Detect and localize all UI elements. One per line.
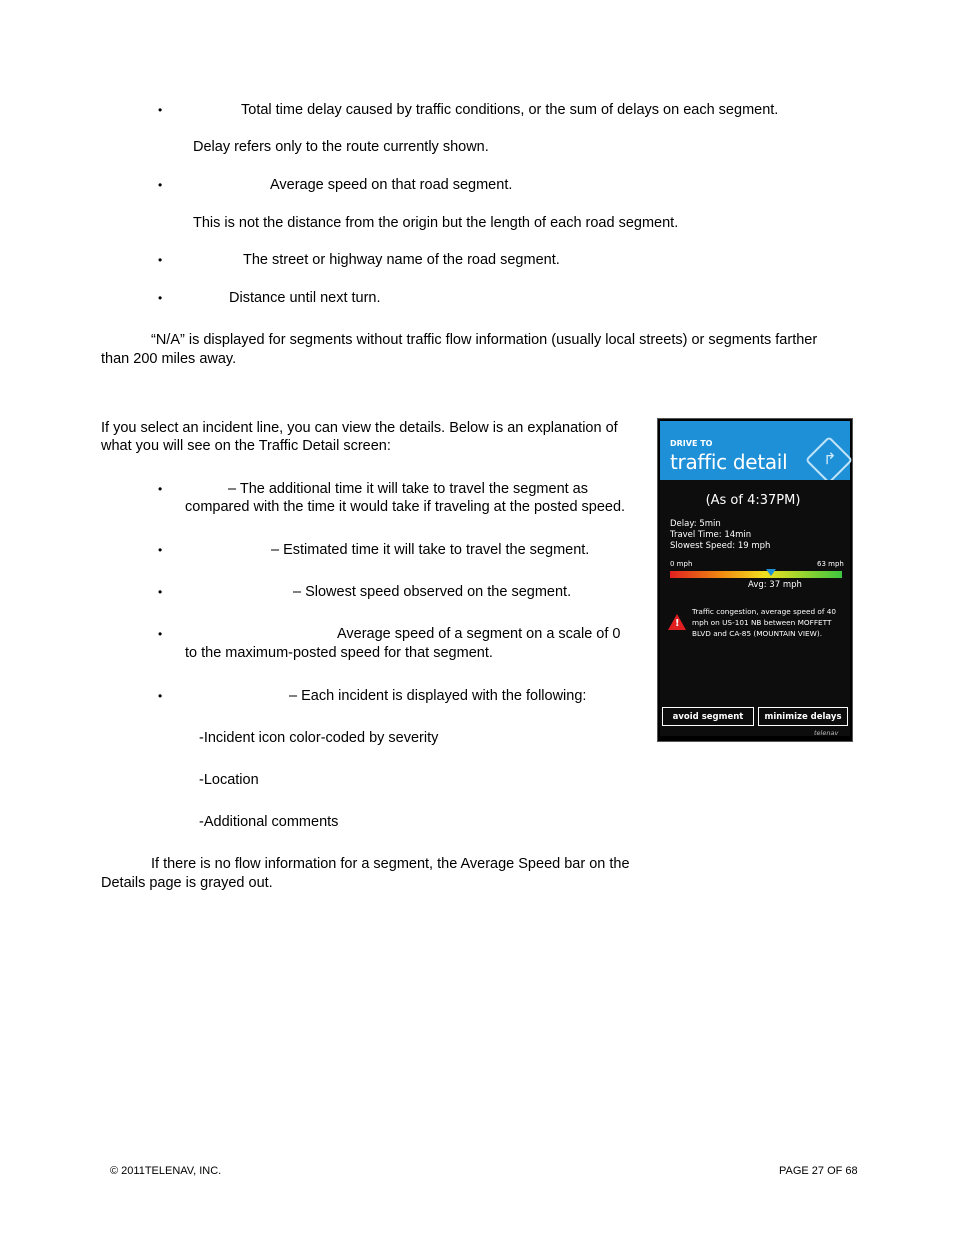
sub-location: -Location: [199, 772, 259, 788]
detail-delay-line2: compared with the time it would take if traveling at the posted speed.: [185, 499, 626, 515]
detail-incidents: – Each incident is displayed with the following:: [289, 688, 587, 704]
screen-title: traffic detail: [670, 450, 788, 474]
bullet: •: [158, 585, 163, 599]
footer-copyright: © 2011TELENAV, INC.: [110, 1165, 222, 1177]
na-note-line2: than 200 miles away.: [101, 351, 237, 367]
bullet: •: [158, 482, 163, 496]
delay-note: Delay refers only to the route currently shown.: [193, 139, 489, 155]
turn-arrow-icon: ↱: [823, 449, 837, 468]
detail-travel-time: – Estimated time it will take to travel the segment.: [271, 542, 590, 558]
detail-delay-line1: – The additional time it will take to travel the segment as: [228, 481, 589, 497]
avg-speed-marker: [766, 569, 776, 576]
traffic-detail-screenshot: [657, 418, 853, 742]
telenav-brand: telenav: [814, 729, 839, 737]
speed-min-label: 0 mph: [670, 560, 693, 568]
as-of-time: (As of 4:37PM): [705, 493, 801, 508]
stat-slowest-speed: Slowest Speed: 19 mph: [670, 541, 771, 551]
bullet: •: [158, 543, 163, 557]
speed-max-label: 63 mph: [817, 560, 844, 568]
intro-line1: If you select an incident line, you can view the details. Below is an explanation of: [101, 420, 618, 436]
bullet: •: [158, 103, 163, 117]
delay-desc: Total time delay caused by traffic conditions, or the sum of delays on each segment.: [241, 102, 779, 118]
detail-slowest: – Slowest speed observed on the segment.: [293, 584, 572, 600]
stat-travel-time: Travel Time: 14min: [670, 530, 752, 540]
average-speed-bar: [670, 571, 842, 578]
detail-avg-line1: Average speed of a segment on a scale of 0: [337, 626, 621, 642]
minimize-delays-button[interactable]: minimize delays: [758, 707, 848, 726]
detail-avg-line2: to the maximum-posted speed for that segment.: [185, 645, 493, 661]
speed-desc: Average speed on that road segment.: [270, 177, 513, 193]
sub-comments: -Additional comments: [199, 814, 339, 830]
bullet: •: [158, 291, 163, 305]
stat-delay: Delay: 5min: [670, 519, 721, 529]
sub-icon: -Incident icon color-coded by severity: [199, 730, 439, 746]
intro-line2: what you will see on the Traffic Detail screen:: [101, 438, 391, 454]
screen-header: [660, 421, 850, 480]
na-note-line1: “N/A” is displayed for segments without traffic flow information (usually local streets) or segments farther: [151, 332, 818, 348]
distance-desc: Distance until next turn.: [229, 290, 381, 306]
incident-text: Traffic congestion, average speed of 40 mph on US-101 NB between MOFFETT BLVD and CA-85 (MOUNTAIN VIEW).: [692, 607, 837, 638]
screen-kicker: DRIVE TO: [670, 439, 713, 448]
bullet: •: [158, 253, 163, 267]
length-note: This is not the distance from the origin but the length of each road segment.: [193, 215, 679, 231]
flow-note-line1: If there is no flow information for a segment, the Average Speed bar on the: [151, 856, 630, 872]
bullet: •: [158, 627, 163, 641]
bullet: •: [158, 178, 163, 192]
flow-note-line2: Details page is grayed out.: [101, 875, 273, 891]
warning-exclamation: !: [675, 618, 680, 629]
avoid-segment-button[interactable]: avoid segment: [662, 707, 754, 726]
footer-page-number: PAGE 27 OF 68: [779, 1165, 858, 1177]
avg-speed-label: Avg: 37 mph: [748, 580, 802, 590]
bullet: •: [158, 689, 163, 703]
street-desc: The street or highway name of the road segment.: [243, 252, 560, 268]
